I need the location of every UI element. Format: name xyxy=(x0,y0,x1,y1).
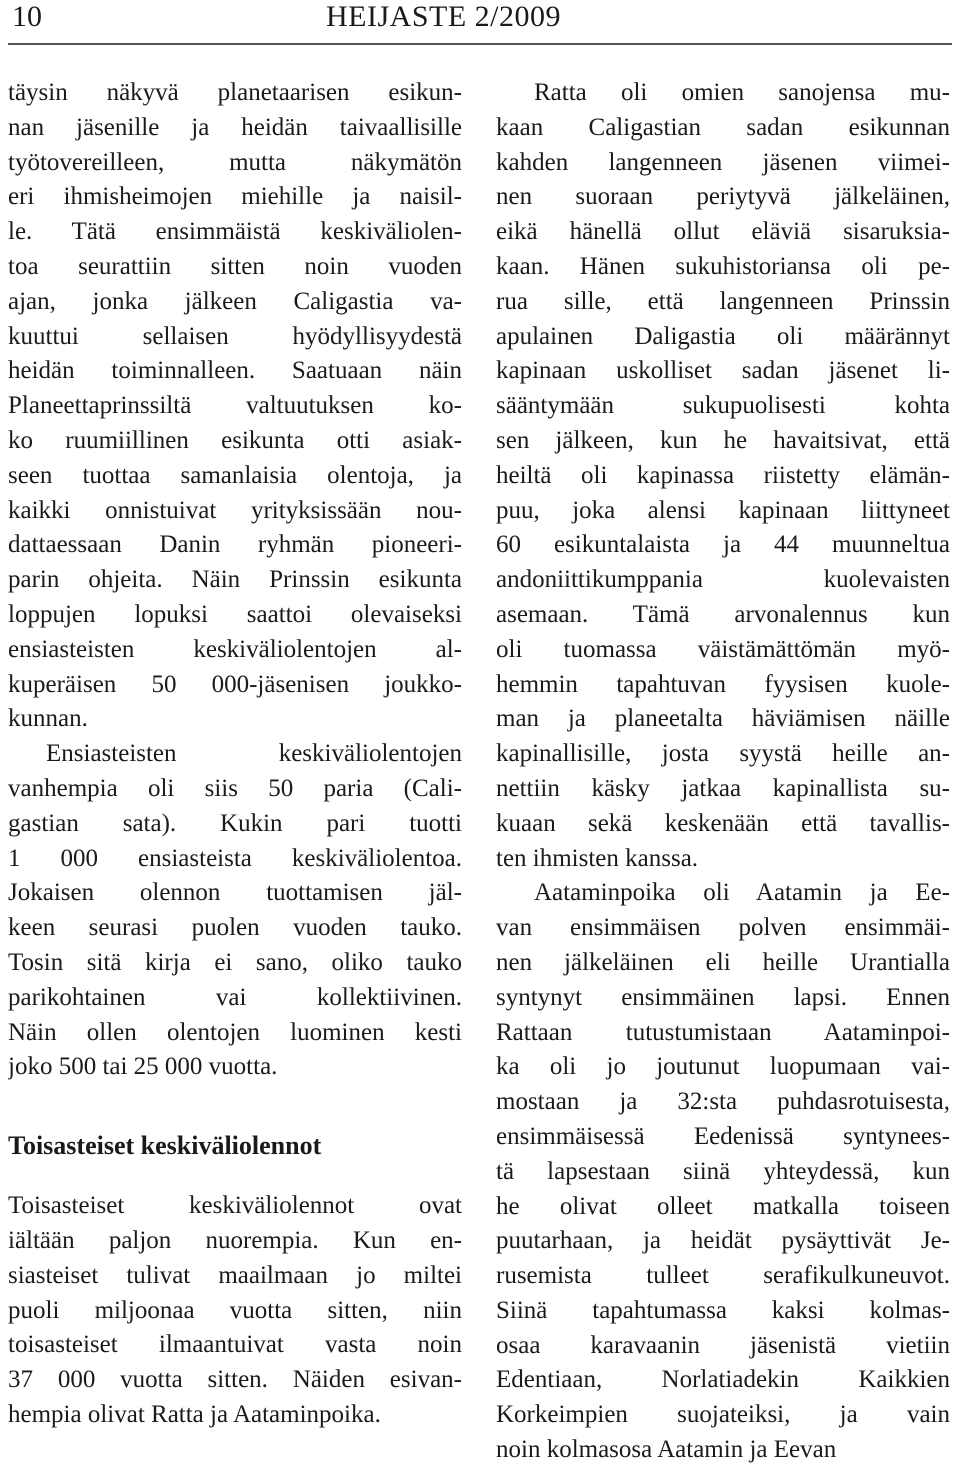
paragraph xyxy=(8,737,462,1085)
text-line: andoniittikumppania kuolevaisten xyxy=(496,566,950,594)
text-line: Toisasteiset keskiväliolennot ovat xyxy=(8,1192,462,1220)
text-line: dattaessaan Danin ryhmän pioneeri- xyxy=(8,531,462,559)
text-line: kapinaan uskolliset sadan jäsenet li- xyxy=(496,357,950,385)
text-line: van ensimmäisen polven ensimmäi- xyxy=(496,914,950,942)
text-line: kuaan sekä keskenään että tavallis- xyxy=(496,809,950,837)
text-line: hempia olivat Ratta ja Aataminpoika. xyxy=(8,1400,381,1428)
text-line: heiltä oli kapinassa riistetty elämän- xyxy=(496,461,950,489)
text-line: Siinä tapahtumassa kaksi kolmas- xyxy=(496,1296,950,1324)
page-header xyxy=(8,0,952,42)
text-line: parikohtainen vai kollektiivinen. xyxy=(8,983,462,1011)
text-line: apulainen Daligastia oli määrännyt xyxy=(496,322,950,350)
section-heading: Toisasteiset keskiväliolennot xyxy=(8,1131,322,1161)
text-line: man ja planeetalta häviämisen näille xyxy=(496,705,950,733)
text-line: joko 500 tai 25 000 vuotta. xyxy=(8,1053,278,1081)
text-line: puu, joka alensi kapinaan liittyneet xyxy=(496,496,950,524)
text-line: kuuttui sellaisen hyödyllisyydestä xyxy=(8,322,462,350)
text-line: mostaan ja 32:sta puhdasrotuisesta, xyxy=(496,1088,950,1116)
text-line: nan jäsenille ja heidän taivaallisille xyxy=(8,113,462,141)
text-line: kaan. Hänen sukuhistoriansa oli pe- xyxy=(496,252,950,280)
text-line: heidän toiminnalleen. Saatuaan näin xyxy=(8,357,462,385)
text-line: Tosin sitä kirja ei sano, oliko tauko xyxy=(8,948,462,976)
text-line: Ratta oli omien sanojensa mu- xyxy=(534,79,950,106)
text-line: Korkeimpien suojateiksi, ja vain xyxy=(496,1401,950,1429)
right-column xyxy=(496,76,950,1468)
text-line: ensiasteisten keskiväliolentojen al- xyxy=(8,635,462,663)
text-line: he olivat olleet matkalla toiseen xyxy=(496,1192,950,1220)
text-line: keen seurasi puolen vuoden tauko. xyxy=(8,914,462,942)
text-line: ten ihmisten kanssa. xyxy=(496,844,699,872)
text-line: 37 000 vuotta sitten. Näiden esivan- xyxy=(8,1366,462,1394)
text-line: Planeettaprinssiltä valtuutuksen ko- xyxy=(8,392,462,420)
text-line: seen tuottaa samanlaisia olentoja, ja xyxy=(8,461,462,489)
text-line: eikä hänellä ollut eläviä sisaruksia- xyxy=(496,218,950,246)
text-line: rua sille, että langenneen Prinssin xyxy=(496,287,950,315)
text-line: 1 000 ensiasteista keskiväliolentoa. xyxy=(8,844,462,872)
text-line: kuperäisen 50 000-jäsenisen joukko- xyxy=(8,670,462,698)
text-line: kunnan. xyxy=(8,705,88,733)
paragraph xyxy=(496,76,950,876)
publication-title: HEIJASTE 2/2009 xyxy=(326,0,561,33)
paragraph xyxy=(8,1189,462,1433)
text-line: kapinallisille, josta syystä heille an- xyxy=(496,740,950,768)
text-line: syntynyt ensimmäinen lapsi. Ennen xyxy=(496,983,950,1011)
text-line: noin kolmasosa Aatamin ja Eevan xyxy=(496,1436,837,1464)
text-line: tä lapsestaan siinä yhteydessä, kun xyxy=(496,1157,950,1185)
text-line: asemaan. Tämä arvonalennus kun xyxy=(496,600,950,628)
text-line: gastian sata). Kukin pari tuotti xyxy=(8,809,462,837)
text-line: kaikki onnistuivat yrityksissään nou- xyxy=(8,496,462,524)
header-rule xyxy=(8,43,952,45)
text-line: iältään paljon nuorempia. Kun en- xyxy=(8,1226,462,1254)
left-column xyxy=(8,76,462,1433)
text-line: ko ruumiillinen esikunta otti asiak- xyxy=(8,426,462,454)
text-line: nen suoraan periytyvä jälkeläinen, xyxy=(496,183,950,211)
text-line: puutarhaan, ja heidät pysäyttivät Je- xyxy=(496,1227,950,1255)
text-line: 60 esikuntalaista ja 44 muunneltua xyxy=(496,531,950,559)
text-line: sen jälkeen, kun he havaitsivat, että xyxy=(496,426,950,454)
text-line: kahden langenneen jäsenen viimei- xyxy=(496,148,950,176)
text-line: osaa karavaanin jäsenistä vietiin xyxy=(496,1331,950,1359)
text-line: le. Tätä ensimmäistä keskiväliolen- xyxy=(8,218,462,246)
text-line: Rattaan tutustumistaan Aataminpoi- xyxy=(496,1018,950,1046)
text-line: ajan, jonka jälkeen Caligastia va- xyxy=(8,287,462,315)
text-line: toa seurattiin sitten noin vuoden xyxy=(8,252,462,280)
paragraph xyxy=(8,76,462,737)
paragraph xyxy=(496,876,950,1468)
page-number: 10 xyxy=(12,0,42,33)
text-line: ensimmäisessä Eedenissä syntynees- xyxy=(496,1122,950,1150)
text-line: Näin ollen olentojen luominen kesti xyxy=(8,1018,462,1046)
text-line: Edentiaan, Norlatiadekin Kaikkien xyxy=(496,1366,950,1394)
text-line: kaan Caligastian sadan esikunnan xyxy=(496,113,950,141)
text-line: työtovereilleen, mutta näkymätön xyxy=(8,148,462,176)
text-line: nettiin käsky jatkaa kapinallista su- xyxy=(496,774,950,802)
text-line: puoli miljoonaa vuotta sitten, niin xyxy=(8,1296,462,1324)
text-line: ka oli jo joutunut luopumaan vai- xyxy=(496,1053,950,1081)
text-line: eri ihmisheimojen miehille ja naisil- xyxy=(8,183,462,211)
text-line: Ensiasteisten keskiväliolentojen xyxy=(46,740,462,768)
text-line: parin ohjeita. Näin Prinssin esikunta xyxy=(8,566,462,594)
text-line: Jokaisen olennon tuottamisen jäl- xyxy=(8,879,462,907)
text-line: rusemista tulleet serafikulkuneuvot. xyxy=(496,1262,950,1290)
text-line: toisasteiset ilmaantuivat vasta noin xyxy=(8,1331,462,1359)
text-line: hemmin tapahtuvan fyysisen kuole- xyxy=(496,670,950,698)
text-line: nen jälkeläinen eli heille Urantialla xyxy=(496,948,950,976)
text-line: sääntymään sukupuolisesti kohta xyxy=(496,392,950,420)
text-line: siasteiset tulivat maailmaan jo miltei xyxy=(8,1261,462,1289)
text-line: oli tuomassa väistämättömän myö- xyxy=(496,635,950,663)
text-line: loppujen lopuksi saattoi olevaiseksi xyxy=(8,600,462,628)
text-line: Aataminpoika oli Aatamin ja Ee- xyxy=(534,879,950,907)
text-line: täysin näkyvä planetaarisen esikun- xyxy=(8,79,462,106)
text-line: vanhempia oli siis 50 paria (Cali- xyxy=(8,774,462,802)
